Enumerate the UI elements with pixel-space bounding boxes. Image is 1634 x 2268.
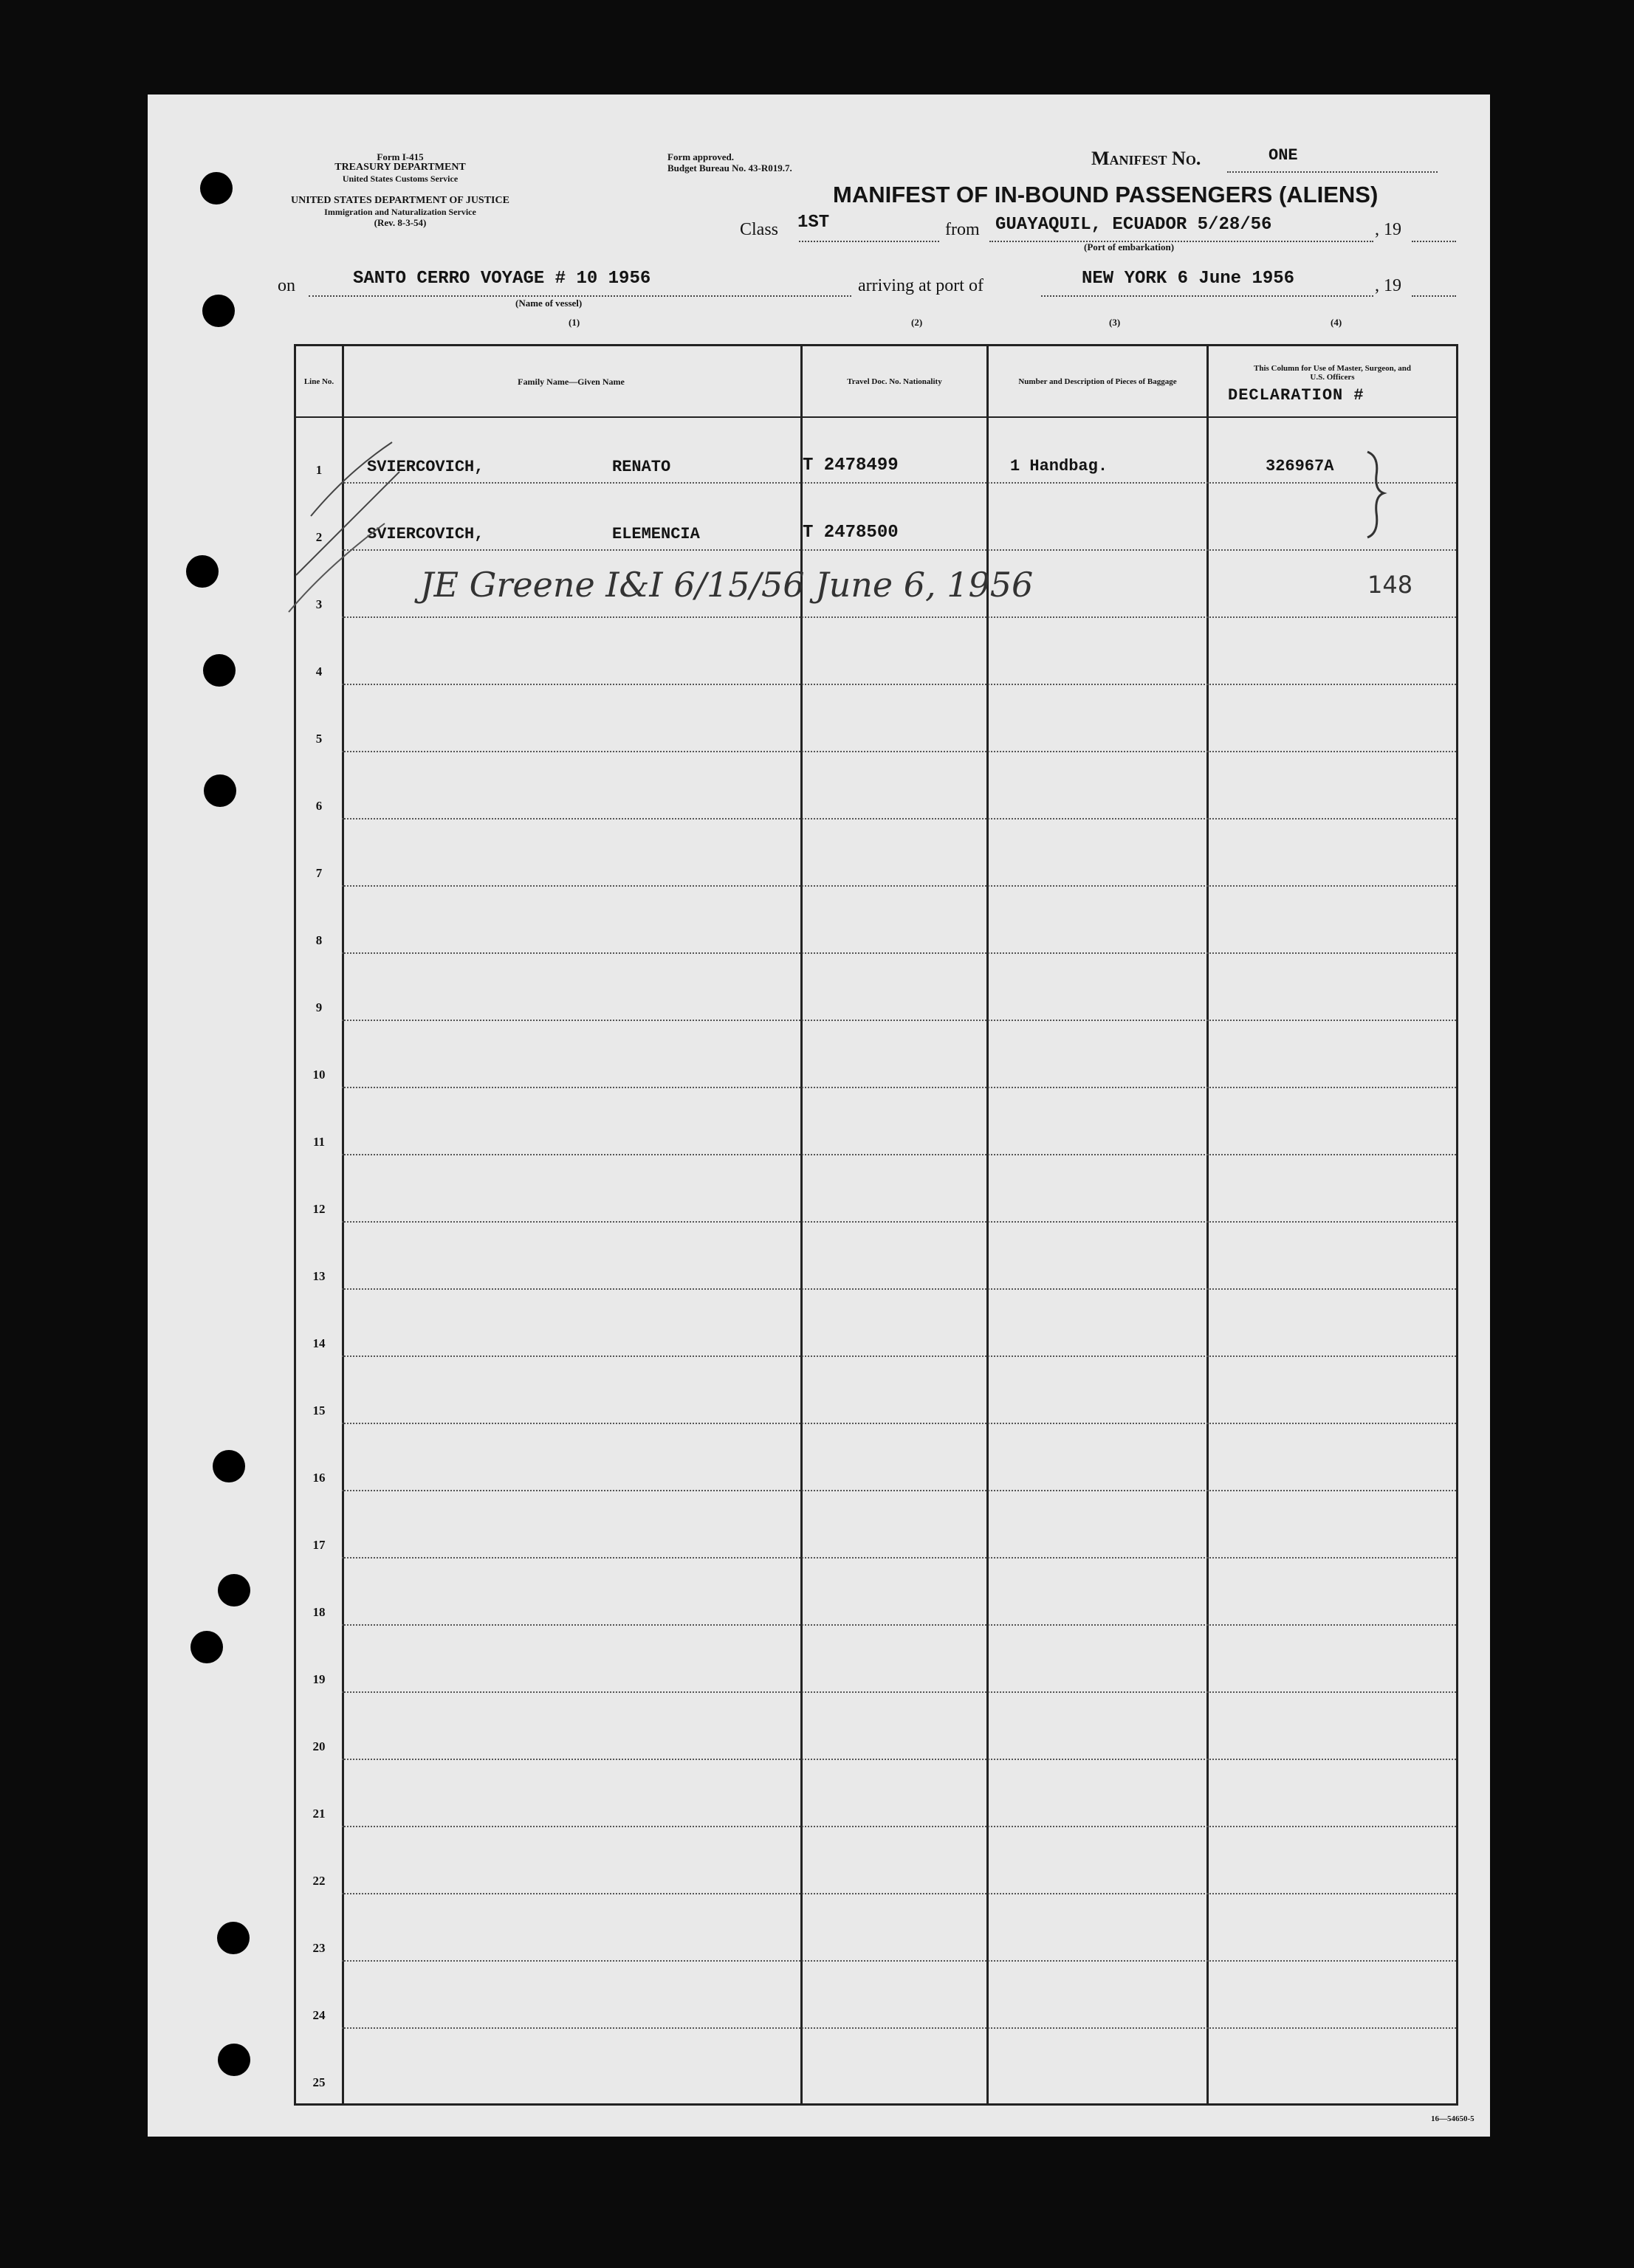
treasury-dept: TREASURY DEPARTMENT (334, 162, 466, 173)
pen-strokes (281, 427, 429, 619)
line-number: 25 (312, 2075, 326, 2089)
entry-1-baggage: 1 Handbag. (1010, 457, 1108, 475)
year-label-2: , 19 (1375, 276, 1401, 295)
on-label: on (278, 276, 295, 295)
table-row (296, 1290, 1456, 1357)
line-number: 22 (312, 1874, 326, 1888)
line-number: 12 (312, 1202, 326, 1216)
header-official-use: This Column for Use of Master, Surgeon, and U.S. Officers (1254, 364, 1411, 382)
line-number: 23 (312, 1941, 326, 1955)
from-underline (989, 241, 1373, 242)
entry-1-given: RENATO (612, 458, 671, 476)
line-number: 15 (312, 1403, 326, 1418)
table-row (296, 1693, 1456, 1760)
passenger-table (294, 344, 1458, 2106)
table-row (296, 1357, 1456, 1424)
manifest-title: MANIFEST OF IN-BOUND PASSENGERS (ALIENS) (833, 182, 1379, 207)
handwritten-number: 148 (1367, 571, 1413, 599)
from-label: from (945, 220, 980, 239)
vessel-value: SANTO CERRO VOYAGE # 10 1956 (353, 269, 651, 289)
vessel-underline (309, 295, 851, 297)
line-number: 19 (312, 1672, 326, 1686)
binder-hole (217, 1922, 250, 1954)
header-travel: Travel Doc. No. Nationality (847, 377, 942, 386)
table-row (296, 1088, 1456, 1155)
arrival-value: NEW YORK 6 June 1956 (1082, 269, 1295, 289)
from-value: GUAYAQUIL, ECUADOR 5/28/56 (995, 215, 1272, 235)
line-number: 10 (312, 1068, 326, 1082)
table-row (296, 1626, 1456, 1693)
table-row (296, 887, 1456, 954)
table-row (296, 819, 1456, 887)
manifest-sheet (148, 94, 1490, 2137)
line-number: 7 (315, 866, 323, 880)
line-number: 16 (312, 1471, 326, 1485)
line-number: 11 (312, 1135, 326, 1149)
table-row (296, 1894, 1456, 1962)
table-row (296, 1223, 1456, 1290)
table-row (296, 752, 1456, 819)
line-number: 13 (312, 1269, 326, 1283)
handwritten-signature: JE Greene I&I 6/15/56 June 6, 1956 (420, 565, 1034, 605)
manifest-no-value: ONE (1269, 146, 1298, 165)
line-number: 17 (312, 1538, 326, 1552)
table-row (296, 1155, 1456, 1223)
arrival-underline (1041, 295, 1373, 297)
binder-hole (218, 2044, 250, 2076)
binder-hole (202, 295, 235, 327)
entry-1-official-use: 326967A (1266, 457, 1334, 475)
table-row (296, 618, 1456, 685)
binder-hole (204, 774, 236, 807)
binder-hole (213, 1450, 245, 1482)
year-label-1: , 19 (1375, 220, 1401, 239)
manifest-no-underline (1227, 171, 1438, 173)
binder-hole (203, 654, 236, 687)
entry-2-given: ELEMENCIA (612, 525, 700, 543)
header-name: Family Name—Given Name (518, 376, 625, 387)
line-number: 24 (312, 2008, 326, 2022)
line-number: 14 (312, 1336, 326, 1350)
year-underline-2 (1412, 295, 1456, 297)
table-row (296, 685, 1456, 752)
ins-service: Immigration and Naturalization Service (324, 207, 476, 217)
justice-dept: UNITED STATES DEPARTMENT OF JUSTICE (291, 195, 509, 206)
line-number: 9 (315, 1000, 323, 1014)
table-row (296, 2029, 1456, 2096)
class-label: Class (740, 220, 779, 239)
binder-hole (200, 172, 233, 205)
line-number: 8 (315, 933, 323, 947)
port-caption: (Port of embarkation) (1084, 241, 1175, 252)
col-num-3: (3) (1109, 317, 1121, 328)
line-number: 21 (312, 1807, 326, 1821)
header-baggage: Number and Description of Pieces of Baggage (1018, 377, 1177, 386)
table-row (296, 1491, 1456, 1559)
line-number: 3 (315, 597, 323, 611)
table-row (296, 1962, 1456, 2029)
customs-service: United States Customs Service (342, 173, 459, 184)
entry-2-family: SVIERCOVICH, (367, 525, 484, 543)
table-row (296, 954, 1456, 1021)
footer-code: 16—54650-5 (1431, 2114, 1475, 2123)
entry-1-travel-doc: T 2478499 (803, 456, 899, 475)
table-row (296, 1021, 1456, 1088)
vessel-caption: (Name of vessel) (515, 298, 583, 309)
entry-2-travel-doc: T 2478500 (803, 523, 899, 543)
year-underline-1 (1412, 241, 1456, 242)
line-number: 4 (315, 664, 323, 678)
entry-1-family: SVIERCOVICH, (367, 458, 484, 476)
class-value: 1ST (797, 213, 830, 233)
table-row (296, 1559, 1456, 1626)
brace-mark (1363, 446, 1393, 542)
table-row (296, 1760, 1456, 1827)
binder-hole (190, 1631, 223, 1663)
col-num-1: (1) (569, 317, 580, 328)
col-num-4: (4) (1331, 317, 1342, 328)
line-number: 6 (315, 799, 323, 813)
class-underline (799, 241, 939, 242)
line-number: 2 (315, 530, 323, 544)
binder-hole (218, 1574, 250, 1606)
budget-bureau: Budget Bureau No. 43-R019.7. (667, 162, 792, 173)
col-num-2: (2) (911, 317, 923, 328)
form-revision: (Rev. 8-3-54) (374, 217, 427, 228)
table-row (296, 1827, 1456, 1894)
line-number: 18 (312, 1605, 326, 1619)
form-number: Form I-415 (377, 151, 424, 162)
declaration-stamp: DECLARATION # (1228, 386, 1364, 405)
binder-hole (186, 555, 219, 588)
manifest-no-label: Manifest No. (1091, 148, 1201, 169)
line-number: 1 (315, 463, 323, 477)
line-number: 5 (315, 732, 323, 746)
form-approved: Form approved. (667, 151, 735, 162)
arriving-label: arriving at port of (858, 276, 984, 295)
header-line-no: Line No. (303, 377, 334, 386)
table-row (296, 1424, 1456, 1491)
line-number: 20 (312, 1739, 326, 1753)
